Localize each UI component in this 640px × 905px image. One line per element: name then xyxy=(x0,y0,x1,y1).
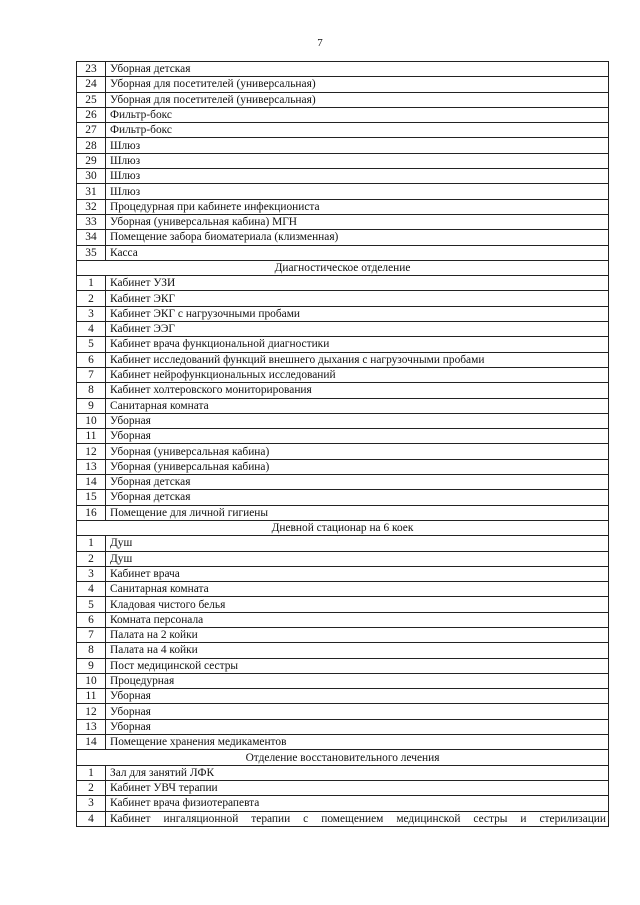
table-row xyxy=(77,704,609,719)
row-number: 3 xyxy=(77,566,106,581)
room-name: Уборная xyxy=(106,719,609,734)
room-name: Зал для занятий ЛФК xyxy=(106,765,609,780)
room-name: Кабинет врача физиотерапевта xyxy=(106,796,609,811)
row-number: 1 xyxy=(77,765,106,780)
table-row xyxy=(77,689,609,704)
row-number: 16 xyxy=(77,505,106,520)
section-header-row xyxy=(77,750,609,765)
room-name-text: Кабинет ингаляционной терапии с помещением медицинской сестры и стерилизации xyxy=(110,812,606,825)
room-name: Шлюз xyxy=(106,169,609,184)
room-name: Кабинет холтеровского мониторирования xyxy=(106,383,609,398)
room-name: Уборная (универсальная кабина) xyxy=(106,459,609,474)
row-number: 13 xyxy=(77,459,106,474)
table-row xyxy=(77,658,609,673)
room-name: Фильтр-бокс xyxy=(106,123,609,138)
table-row xyxy=(77,582,609,597)
row-number: 7 xyxy=(77,627,106,642)
row-number: 7 xyxy=(77,367,106,382)
row-number: 6 xyxy=(77,352,106,367)
room-name: Шлюз xyxy=(106,184,609,199)
row-number: 2 xyxy=(77,780,106,795)
row-number: 10 xyxy=(77,413,106,428)
table-row xyxy=(77,673,609,688)
room-name: Процедурная при кабинете инфекциониста xyxy=(106,199,609,214)
room-name: Кабинет УЗИ xyxy=(106,276,609,291)
room-name: Кабинет ЭКГ xyxy=(106,291,609,306)
room-name: Кабинет ЭЭГ xyxy=(106,322,609,337)
room-name: Кабинет исследований функций внешнего дыхания с нагрузочными пробами xyxy=(106,352,609,367)
table-row xyxy=(77,719,609,734)
table-row xyxy=(77,627,609,642)
room-name: Уборная для посетителей (универсальная) xyxy=(106,77,609,92)
room-name: Комната персонала xyxy=(106,612,609,627)
room-name: Палата на 2 койки xyxy=(106,627,609,642)
table-row xyxy=(77,551,609,566)
row-number: 4 xyxy=(77,811,106,826)
table-row xyxy=(77,566,609,581)
room-name: Помещение для личной гигиены xyxy=(106,505,609,520)
table-row xyxy=(77,765,609,780)
row-number: 14 xyxy=(77,475,106,490)
row-number: 15 xyxy=(77,490,106,505)
table-row xyxy=(77,245,609,260)
row-number: 14 xyxy=(77,735,106,750)
page-number: 7 xyxy=(317,37,323,49)
room-name: Касса xyxy=(106,245,609,260)
row-number: 4 xyxy=(77,582,106,597)
room-name: Уборная детская xyxy=(106,475,609,490)
room-name: Душ xyxy=(106,536,609,551)
room-name: Уборная для посетителей (универсальная) xyxy=(106,92,609,107)
section-header-row xyxy=(77,260,609,275)
table-row xyxy=(77,153,609,168)
table-row xyxy=(77,322,609,337)
row-number: 13 xyxy=(77,719,106,734)
room-name: Уборная (универсальная кабина) МГН xyxy=(106,214,609,229)
table-row xyxy=(77,107,609,122)
table-row xyxy=(77,597,609,612)
table-row xyxy=(77,780,609,795)
row-number: 9 xyxy=(77,398,106,413)
row-number: 29 xyxy=(77,153,106,168)
room-name: Санитарная комната xyxy=(106,582,609,597)
table-row xyxy=(77,230,609,245)
row-number: 23 xyxy=(77,62,106,77)
table-row xyxy=(77,475,609,490)
row-number: 12 xyxy=(77,444,106,459)
room-name: Кладовая чистого белья xyxy=(106,597,609,612)
room-name: Уборная (универсальная кабина) xyxy=(106,444,609,459)
room-name: Кабинет УВЧ терапии xyxy=(106,780,609,795)
row-number: 25 xyxy=(77,92,106,107)
table-row xyxy=(77,459,609,474)
room-name: Санитарная комната xyxy=(106,398,609,413)
table-row xyxy=(77,92,609,107)
table-row xyxy=(77,138,609,153)
row-number: 5 xyxy=(77,597,106,612)
table-row xyxy=(77,383,609,398)
room-name xyxy=(106,811,609,826)
room-name: Душ xyxy=(106,551,609,566)
room-name: Шлюз xyxy=(106,138,609,153)
table-row xyxy=(77,796,609,811)
room-name: Процедурная xyxy=(106,673,609,688)
table-row xyxy=(77,337,609,352)
table-row xyxy=(77,505,609,520)
row-number: 2 xyxy=(77,551,106,566)
table-row xyxy=(77,444,609,459)
section-title: Дневной стационар на 6 коек xyxy=(77,520,609,535)
table-row xyxy=(77,62,609,77)
table-row xyxy=(77,276,609,291)
table-row xyxy=(77,123,609,138)
table-row xyxy=(77,352,609,367)
table-row xyxy=(77,306,609,321)
row-number: 1 xyxy=(77,276,106,291)
table-row xyxy=(77,199,609,214)
row-number: 11 xyxy=(77,689,106,704)
room-name: Помещение хранения медикаментов xyxy=(106,735,609,750)
table-row xyxy=(77,291,609,306)
room-name: Помещение забора биоматериала (клизменная) xyxy=(106,230,609,245)
row-number: 4 xyxy=(77,322,106,337)
row-number: 10 xyxy=(77,673,106,688)
room-name: Уборная xyxy=(106,689,609,704)
row-number: 31 xyxy=(77,184,106,199)
table-row xyxy=(77,169,609,184)
row-number: 3 xyxy=(77,306,106,321)
row-number: 28 xyxy=(77,138,106,153)
rooms-table-body xyxy=(77,62,609,827)
row-number: 35 xyxy=(77,245,106,260)
row-number: 24 xyxy=(77,77,106,92)
room-name: Кабинет нейрофункциональных исследований xyxy=(106,367,609,382)
section-title: Диагностическое отделение xyxy=(77,260,609,275)
room-name: Пост медицинской сестры xyxy=(106,658,609,673)
room-name: Кабинет врача функциональной диагностики xyxy=(106,337,609,352)
table-row xyxy=(77,643,609,658)
row-number: 12 xyxy=(77,704,106,719)
table-row xyxy=(77,536,609,551)
row-number: 3 xyxy=(77,796,106,811)
table-row xyxy=(77,398,609,413)
row-number: 5 xyxy=(77,337,106,352)
table-row xyxy=(77,367,609,382)
table-row xyxy=(77,184,609,199)
row-number: 27 xyxy=(77,123,106,138)
row-number: 9 xyxy=(77,658,106,673)
room-name: Уборная детская xyxy=(106,62,609,77)
room-name: Фильтр-бокс xyxy=(106,107,609,122)
row-number: 1 xyxy=(77,536,106,551)
row-number: 8 xyxy=(77,643,106,658)
table-row xyxy=(77,429,609,444)
row-number: 8 xyxy=(77,383,106,398)
row-number: 34 xyxy=(77,230,106,245)
room-name: Шлюз xyxy=(106,153,609,168)
row-number: 26 xyxy=(77,107,106,122)
section-title: Отделение восстановительного лечения xyxy=(77,750,609,765)
row-number: 11 xyxy=(77,429,106,444)
table-row xyxy=(77,612,609,627)
table-row xyxy=(77,413,609,428)
row-number: 6 xyxy=(77,612,106,627)
room-name: Кабинет врача xyxy=(106,566,609,581)
row-number: 30 xyxy=(77,169,106,184)
table-row xyxy=(77,490,609,505)
section-header-row xyxy=(77,520,609,535)
row-number: 2 xyxy=(77,291,106,306)
room-name: Кабинет ЭКГ с нагрузочными пробами xyxy=(106,306,609,321)
room-name: Уборная xyxy=(106,429,609,444)
table-row xyxy=(77,811,609,826)
room-name: Уборная xyxy=(106,413,609,428)
table-row xyxy=(77,214,609,229)
room-name: Уборная детская xyxy=(106,490,609,505)
table-row xyxy=(77,77,609,92)
table-row xyxy=(77,735,609,750)
row-number: 32 xyxy=(77,199,106,214)
room-name: Уборная xyxy=(106,704,609,719)
rooms-table xyxy=(76,61,609,827)
row-number: 33 xyxy=(77,214,106,229)
room-name: Палата на 4 койки xyxy=(106,643,609,658)
